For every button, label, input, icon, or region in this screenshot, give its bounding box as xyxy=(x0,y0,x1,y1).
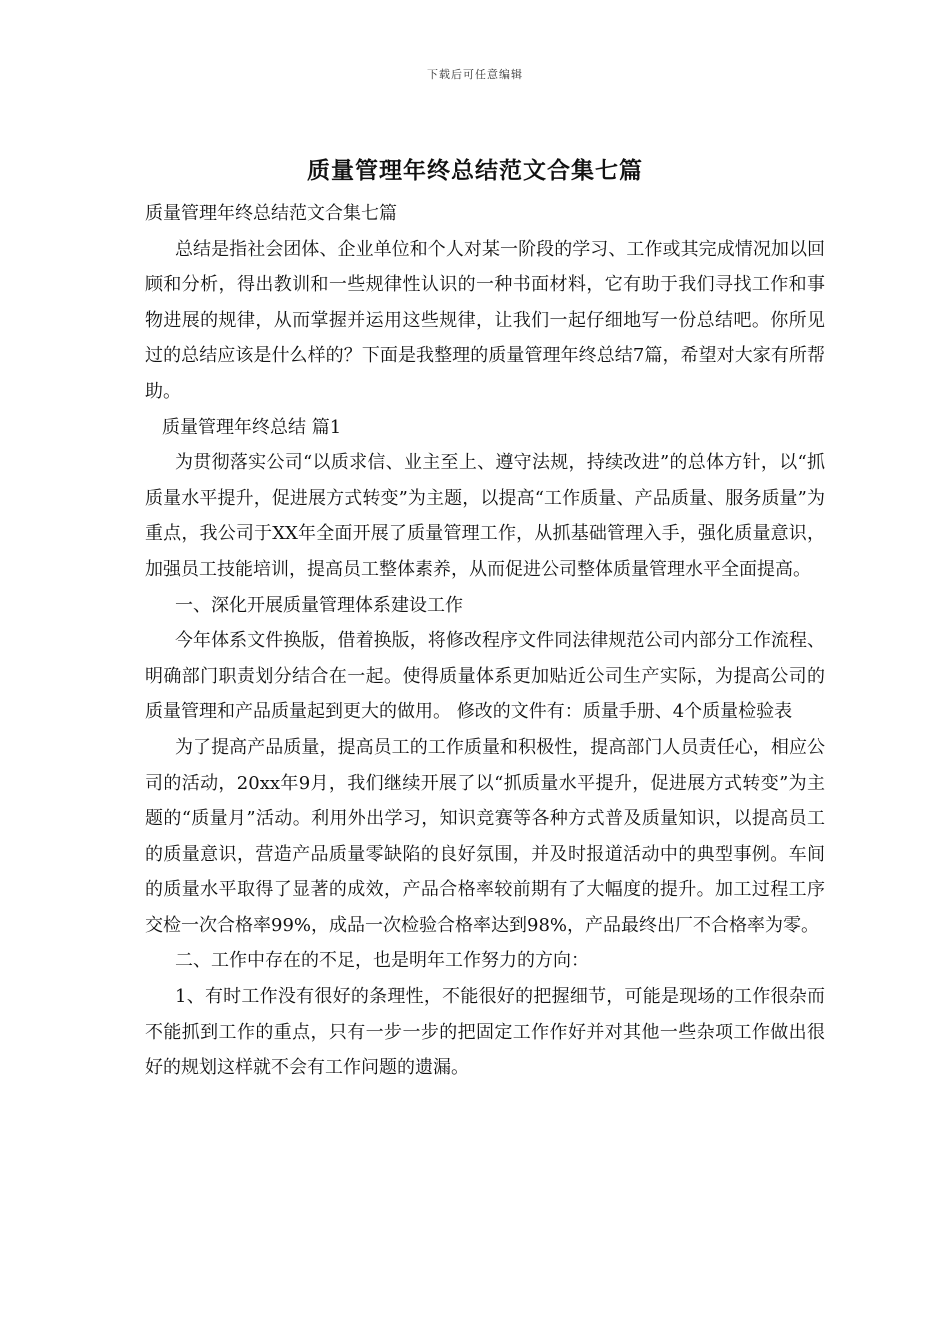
paragraph: 一、深化开展质量管理体系建设工作 xyxy=(175,594,463,616)
paragraph: 为贯彻落实公司“以质求信、业主至上、遵守法规，持续改进”的总体方针，以“抓质量水平提升，促进展方式转变”为主题，以提高“工作质量、产品质量、服务质量”为重点，我公司于XX年全面开展了质量管理工作，从抓基础管理入手，强化质量意识，加强员工技能培训，提高员工整体素养，从而促进公司整体质量管理水平全面提高。 xyxy=(145,452,825,580)
paragraph: 质量管理年终总结范文合集七篇 xyxy=(145,203,397,224)
paragraph: 二、工作中存在的不足，也是明年工作努力的方向： xyxy=(175,950,589,972)
document-body xyxy=(145,196,825,1086)
page-title: 质量管理年终总结范文合集七篇 xyxy=(307,157,643,184)
paragraph: 今年体系文件换版，借着换版，将修改程序文件同法律规范公司内部分工作流程、明确部门职责划分结合在一起。使得质量体系更加贴近公司生产实际，为提高公司的质量管理和产品质量起到更大的做用。 修改的文件有：质量手册、4个质量检验表 xyxy=(145,630,825,723)
header-note: 下载后可任意编辑 xyxy=(427,68,523,81)
paragraph: 1、有时工作没有很好的条理性，不能很好的把握细节，可能是现场的工作很杂而不能抓到工作的重点，只有一步一步的把固定工作作好并对其他一些杂项工作做出很好的规划这样就不会有工作问题的遗漏。 xyxy=(145,986,825,1079)
paragraph: 质量管理年终总结 篇1 xyxy=(162,416,342,438)
paragraph: 为了提高产品质量，提高员工的工作质量和积极性，提高部门人员责任心，相应公司的活动，20xx年9月，我们继续开展了以“抓质量水平提升，促进展方式转变”为主题的“质量月”活动。利用外出学习，知识竞赛等各种方式普及质量知识，以提高员工的质量意识，营造产品质量零缺陷的良好氛围，并及时报道活动中的典型事例。车间的质量水平取得了显著的成效，产品合格率较前期有了大幅度的提升。加工过程工序交检一次合格率99%，成品一次检验合格率达到98%，产品最终出厂不合格率为零。 xyxy=(145,736,825,936)
paragraph: 总结是指社会团体、企业单位和个人对某一阶段的学习、工作或其完成情况加以回顾和分析，得出教训和一些规律性认识的一种书面材料，它有助于我们寻找工作和事物进展的规律，从而掌握并运用这些规律，让我们一起仔细地写一份总结吧。你所见过的总结应该是什么样的？下面是我整理的质量管理年终总结7篇，希望对大家有所帮助。 xyxy=(145,238,825,402)
